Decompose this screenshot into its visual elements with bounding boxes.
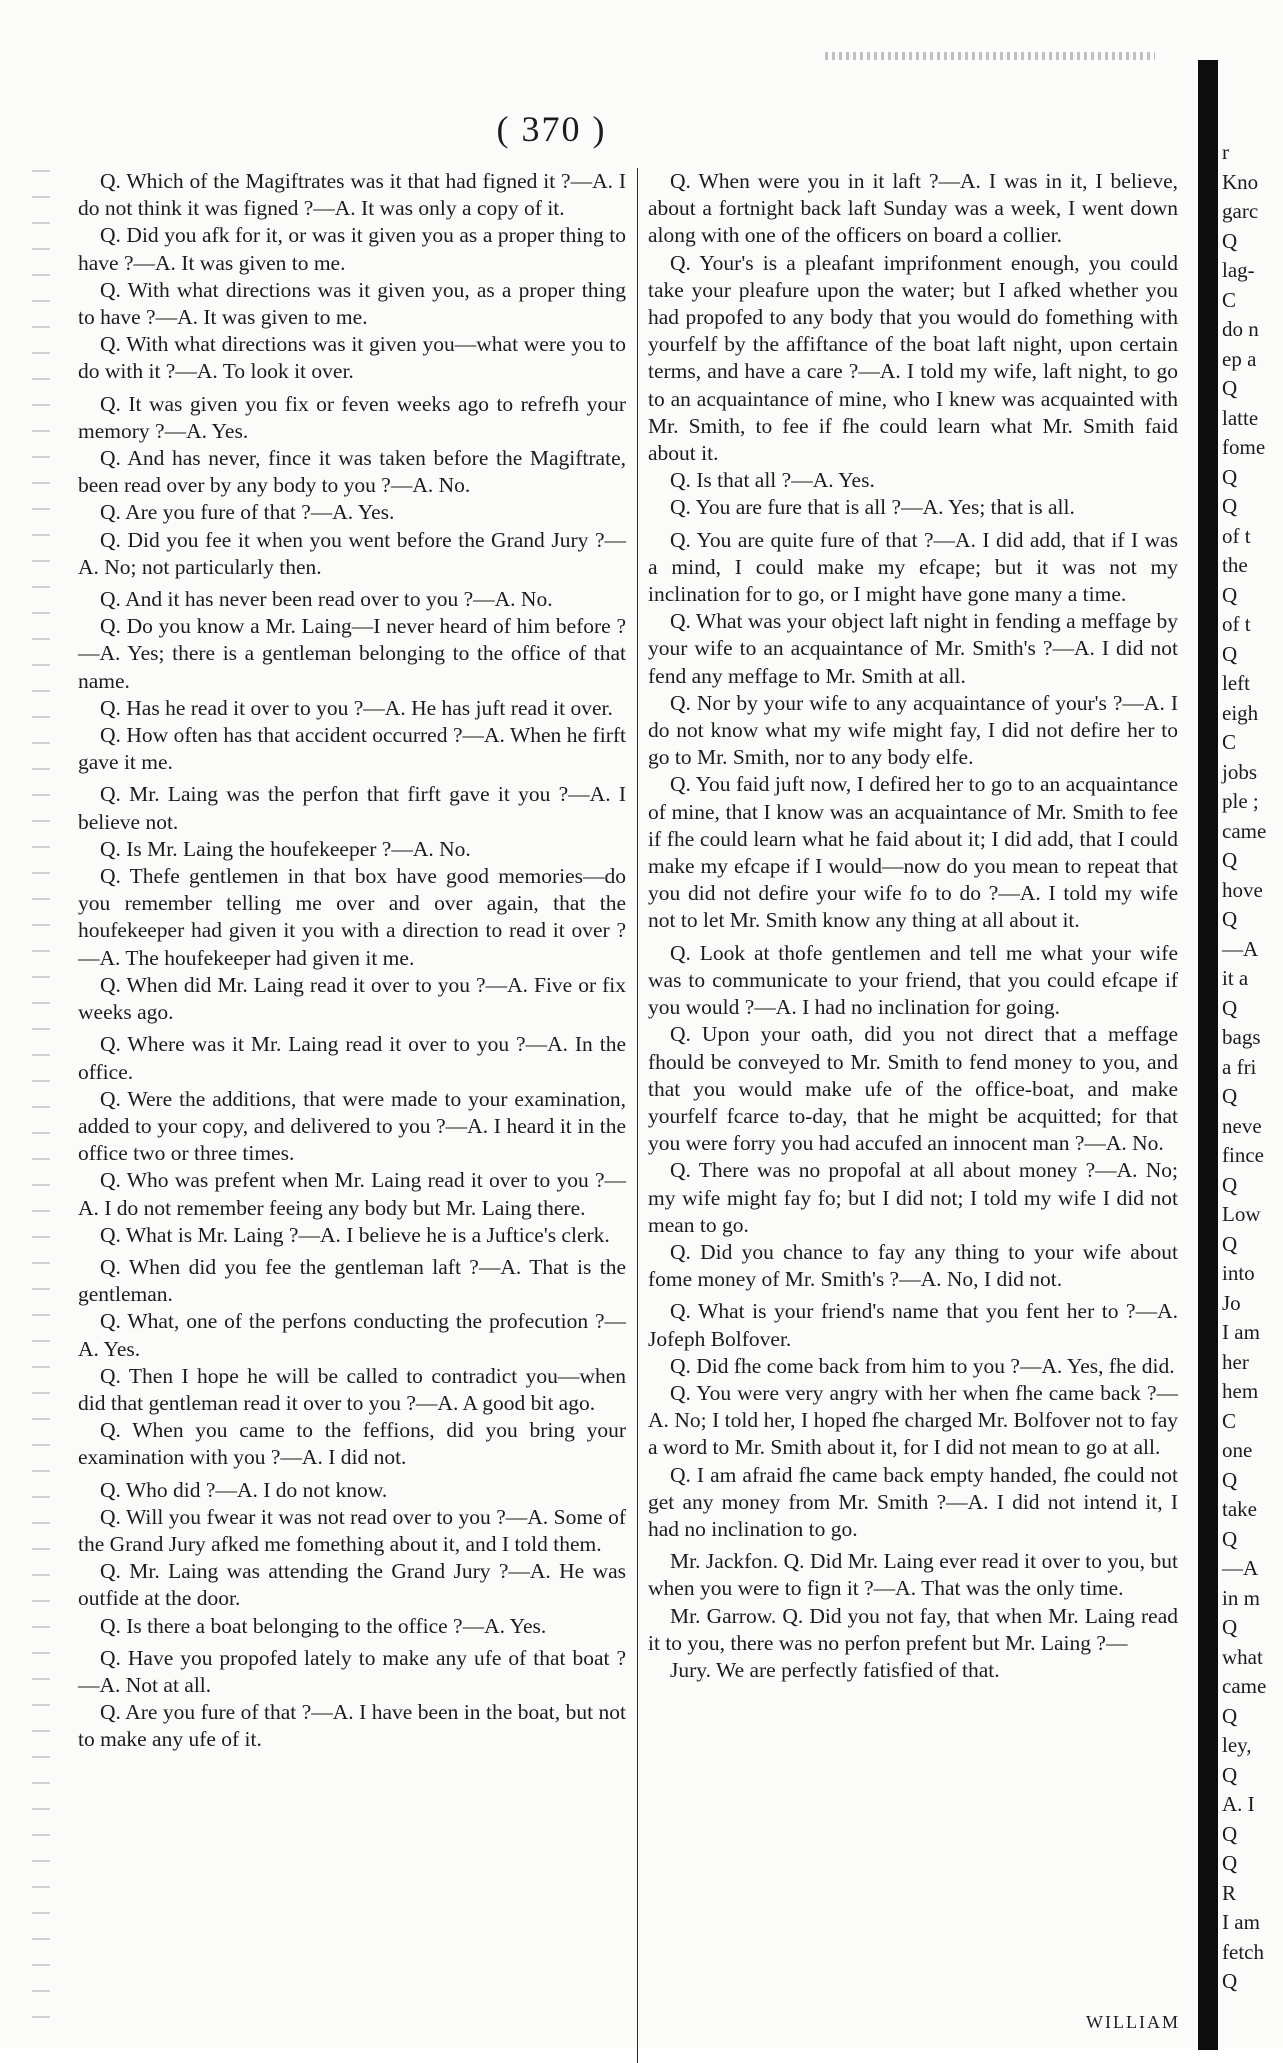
fragment-text: of t — [1222, 612, 1251, 636]
paragraph: Q. What is Mr. Laing ?—A. I believe he is a Juftice's clerk. — [100, 1222, 610, 1247]
page-number: ( 370 ) — [496, 109, 607, 149]
fragment-text: Q — [1222, 1615, 1238, 1639]
fragment-text: Q — [1222, 1467, 1238, 1492]
paragraph: Q. Are you fure of that ?—A. Yes. — [100, 500, 395, 525]
fragment-text: it a — [1222, 966, 1249, 990]
left-column — [78, 168, 626, 1754]
fragment-text: Q — [1222, 641, 1238, 666]
paragraph: Q. Nor by your wife to any acquaintance of your's ?—A. I do not know what my wife might fay, I did not defire her to go to Mr. Smith, nor to any body elfe. — [648, 690, 1178, 770]
paragraph: Q. With what directions was it given you—what were you to do with it ?—A. To look it over. — [78, 332, 626, 384]
paragraph: Q. With what directions was it given you, as a proper thing to have ?—A. It was given to me. — [78, 277, 626, 330]
fragment-text: Q — [1222, 228, 1238, 253]
fragment-text: ley, — [1222, 1733, 1252, 1757]
page-edge-shadow — [1198, 60, 1218, 2050]
fragment-text: R — [1222, 1880, 1237, 1905]
margin-artifact — [32, 170, 50, 2040]
paragraph: Q. You are quite fure of that ?—A. I did add, that if I was a mind, I could make my efcape; but it was not my inclination for to go, or I might have gone many a time. — [648, 527, 1178, 607]
fragment-text: fince — [1222, 1143, 1264, 1167]
fragment-text: Q — [1222, 1762, 1238, 1787]
fragment-text: I am — [1222, 1320, 1260, 1344]
fragment-text: take — [1222, 1497, 1257, 1521]
fragment-text: A. I — [1222, 1792, 1255, 1816]
fragment-text: Q — [1222, 464, 1238, 489]
paragraph: Q. Is Mr. Laing the houfekeeper ?—A. No. — [100, 836, 471, 861]
fragment-text: Q — [1222, 907, 1238, 931]
fragment-text: what — [1222, 1644, 1263, 1669]
fragment-text: into — [1222, 1261, 1255, 1285]
paragraph: Q. Did fhe come back from him to you ?—A. Yes, fhe did. — [670, 1353, 1175, 1378]
paragraph: Mr. Jackfon. Q. Did Mr. Laing ever read it over to you, but when you were to fign it ?—A. That was the only time. — [648, 1549, 1178, 1601]
paragraph: Q. Who was prefent when Mr. Laing read it over to you ?—A. I do not remember feeing any body but Mr. Laing there. — [78, 1168, 626, 1220]
paragraph: Q. Thefe gentlemen in that box have good memories—do you remember telling me over and over again, that the houfekeeper had given it you with a direction to read it over ?—A. The houfekeeper had given it me. — [78, 864, 626, 970]
paragraph: Q. Your's is a pleafant imprifonment enough, you could take your pleafure upon the water; but I afked whether you had propofed to any body that you would do fomething with yourfelf by the affiftance of the boat laft night, upon certain terms, and have a care ?—A. I told my wife, laft night, to go to an acquaintance of mine, who I knew was acquainted with Mr. Smith, to fee if fhe could learn what Mr. Smith faid about it. — [648, 250, 1178, 466]
fragment-text: Q — [1222, 1526, 1238, 1551]
paragraph: Q. Who did ?—A. I do not know. — [100, 1477, 388, 1502]
fragment-text: Q — [1222, 376, 1238, 400]
paragraph: Q. Which of the Magiftrates was it that had figned it ?—A. I do not think it was figned ?—A. It was only a copy of it. — [78, 169, 626, 221]
paragraph: Q. Do you know a Mr. Laing—I never heard of him before ?—A. Yes; there is a gentleman belonging to the office of that name. — [78, 614, 626, 693]
fragment-text: a fri — [1222, 1054, 1257, 1079]
paragraph: Q. You faid juft now, I defired her to go to an acquaintance of mine, that I know was an acquaintance of Mr. Smith to fee if fhe could learn what he faid about it; I did add, that I could make my efcape if I would—now do you mean to repeat that you did not defire your wife fo to do ?—A. I told my wife not to let Mr. Smith know any thing at all about it. — [648, 772, 1178, 933]
fragment-text: jobs — [1222, 759, 1258, 784]
paragraph: Q. Mr. Laing was attending the Grand Jury ?—A. He was outfide at the door. — [78, 1559, 626, 1611]
fragment-text: bags — [1222, 1025, 1261, 1049]
fragment-text: Q — [1222, 582, 1238, 607]
fragment-text: Q — [1222, 1969, 1238, 1993]
paragraph: Q. Did you fee it when you went before the Grand Jury ?—A. No; not particularly then. — [78, 527, 626, 579]
fragment-text: hem — [1222, 1379, 1259, 1403]
fragment-text: Q — [1222, 1084, 1238, 1108]
fragment-text: one — [1222, 1438, 1253, 1462]
paragraph: Q. When did Mr. Laing read it over to you ?—A. Five or fix weeks ago. — [78, 972, 626, 1025]
fragment-text: Low — [1222, 1202, 1261, 1226]
fragment-text: Q — [1222, 1703, 1238, 1728]
paragraph: Q. You were very angry with her when fhe came back ?—A. No; I told her, I hoped fhe charged Mr. Bolfover not to fay a word to Mr. Smith about it, for I did not mean to go at all. — [648, 1380, 1178, 1460]
fragment-text: Q — [1222, 848, 1238, 872]
paragraph: Q. It was given you fix or feven weeks ago to refrefh your memory ?—A. Yes. — [78, 391, 626, 443]
fragment-text: latte — [1222, 405, 1259, 430]
fragment-text: do n — [1222, 317, 1259, 341]
fragment-text: her — [1222, 1349, 1249, 1374]
fragment-text: eigh — [1222, 700, 1259, 725]
fragment-text: Q — [1222, 995, 1238, 1020]
fragment-text: Q — [1222, 494, 1238, 518]
fragment-text: Kno — [1222, 169, 1259, 194]
fragment-text: hove — [1222, 877, 1263, 902]
fragment-text: Q — [1222, 1851, 1238, 1875]
column-divider — [637, 168, 638, 2063]
paragraph: Q. There was no propofal at all about money ?—A. No; my wife might fay fo; but I did not; I told my wife I did not mean to go. — [648, 1158, 1178, 1237]
fragment-text: —A — [1222, 1556, 1259, 1580]
paragraph: Q. How often has that accident occurred ?—A. When he firft gave it me. — [78, 723, 626, 775]
catchword: WILLIAM — [1086, 2012, 1180, 2032]
fragment-text: Q — [1222, 1821, 1238, 1846]
right-column — [648, 168, 1178, 1684]
paragraph: Q. What is your friend's name that you fent her to ?—A. Jofeph Bolfover. — [648, 1299, 1178, 1351]
paragraph: Q. When you came to the feffions, did you bring your examination with you ?—A. I did not. — [78, 1418, 626, 1470]
paragraph: Q. Look at thofe gentlemen and tell me what your wife was to communicate to your friend, that you could efcape if you would ?—A. I had no inclination for going. — [648, 940, 1178, 1020]
fragment-text: Q — [1222, 1231, 1238, 1256]
fragment-text: fetch — [1222, 1939, 1264, 1964]
fragment-text: garc — [1222, 199, 1259, 223]
paragraph: Q. Upon your oath, did you not direct that a meffage fhould be conveyed to Mr. Smith to fend money to you, and that you would make ufe of the office-boat, and make yourfelf fcarce to-day, that he might be acquitted; for that you were forry you had accufed an innocent man ?—A. No. — [648, 1022, 1178, 1156]
paragraph: Q. Then I hope he will be called to contradict you—when did that gentleman read it over to you ?—A. A good bit ago. — [78, 1363, 626, 1415]
paragraph: Jury. We are perfectly fatisfied of that. — [670, 1657, 1000, 1682]
paragraph: Q. And has never, fince it was taken before the Magiftrate, been read over by any body to you ?—A. No. — [78, 446, 626, 498]
paragraph: Mr. Garrow. Q. Did you not fay, that when Mr. Laing read it to you, there was no perfon prefent but Mr. Laing ?— — [648, 1603, 1178, 1655]
paragraph: Q. Are you fure of that ?—A. I have been in the boat, but not to make any ufe of it. — [78, 1700, 626, 1752]
fragment-text: C — [1222, 287, 1237, 312]
paragraph: Q. Did you chance to fay any thing to your wife about fome money of Mr. Smith's ?—A. No, I did not. — [648, 1239, 1178, 1292]
paragraph: Q. Is that all ?—A. Yes. — [670, 468, 875, 493]
fragment-text: came — [1222, 1674, 1267, 1698]
fragment-text: the — [1222, 553, 1248, 577]
fragment-text: left — [1222, 671, 1250, 695]
adjacent-page-fragment — [1218, 0, 1283, 2048]
fragment-text: Q — [1222, 1172, 1238, 1197]
paragraph: Q. What, one of the perfons conducting the profecution ?—A. Yes. — [78, 1309, 626, 1361]
paragraph: Q. Mr. Laing was the perfon that firft gave it you ?—A. I believe not. — [78, 782, 626, 834]
fragment-text: —A — [1222, 936, 1259, 961]
paragraph: Q. When were you in it laft ?—A. I was in it, I believe, about a fortnight back laft Sunday was a week, I went down along with one of the officers on board a collier. — [648, 169, 1178, 248]
fragment-text: lag- — [1222, 258, 1255, 282]
paragraph: Q. Will you fwear it was not read over to you ?—A. Some of the Grand Jury afked me fomething about it, and I told them. — [78, 1504, 626, 1556]
scan-artifact — [825, 52, 1155, 60]
fragment-text: C — [1222, 730, 1237, 754]
paragraph: Q. Were the additions, that were made to your examination, added to your copy, and delivered to you ?—A. I heard it in the office two or three times. — [78, 1086, 626, 1166]
fragment-text: r — [1222, 140, 1229, 164]
paragraph: Q. Did you afk for it, or was it given you as a proper thing to have ?—A. It was given to me. — [78, 223, 626, 275]
fragment-text: Jo — [1222, 1290, 1241, 1315]
fragment-text: of t — [1222, 523, 1251, 548]
paragraph: Q. Is there a boat belonging to the office ?—A. Yes. — [100, 1613, 547, 1638]
fragment-text: I am — [1222, 1910, 1260, 1934]
fragment-text: ep a — [1222, 346, 1257, 371]
fragment-text: neve — [1222, 1113, 1262, 1138]
paragraph: Q. You are fure that is all ?—A. Yes; that is all. — [670, 495, 1075, 520]
fragment-text: in m — [1222, 1585, 1260, 1610]
paragraph: Q. What was your object laft night in fending a meffage by your wife to an acquaintance of Mr. Smith's ?—A. I did not fend any meffage to Mr. Smith at all. — [648, 609, 1178, 688]
paragraph: Q. And it has never been read over to you ?—A. No. — [100, 587, 553, 612]
paragraph: Q. I am afraid fhe came back empty handed, fhe could not get any money from Mr. Smith ?—A. I did not intend it, I had no inclination to go. — [648, 1462, 1178, 1541]
paragraph: Q. Has he read it over to you ?—A. He has juft read it over. — [100, 695, 613, 720]
fragment-text: ple ; — [1222, 789, 1259, 813]
paragraph: Q. Have you propofed lately to make any ufe of that boat ?—A. Not at all. — [78, 1645, 626, 1697]
paragraph: Q. When did you fee the gentleman laft ?—A. That is the gentleman. — [78, 1254, 626, 1307]
paragraph: Q. Where was it Mr. Laing read it over to you ?—A. In the office. — [78, 1032, 626, 1084]
fragment-text: came — [1222, 818, 1267, 843]
fragment-text: C — [1222, 1408, 1237, 1433]
fragment-text: fome — [1222, 435, 1266, 459]
